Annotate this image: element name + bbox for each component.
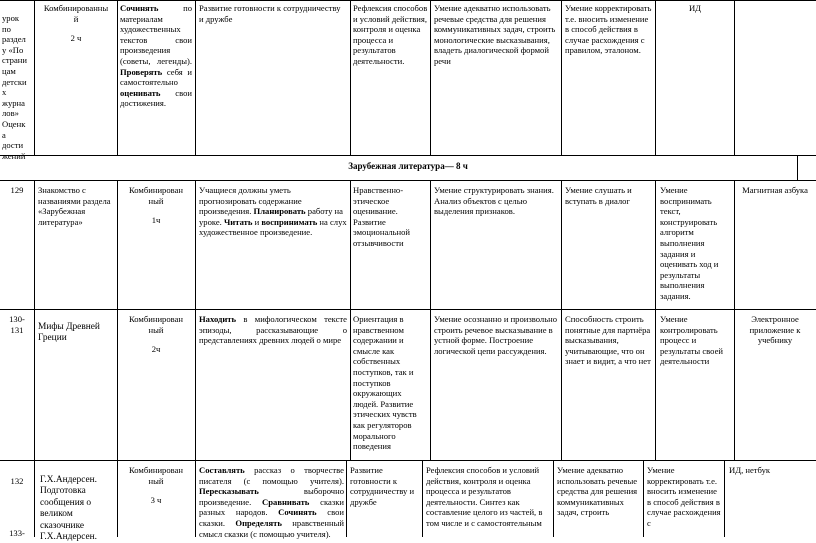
lesson-content-cell xyxy=(199,465,344,537)
skill-text: в мифологическом тексте эпизоды, рассказывающие о представлениях древних людей о мире xyxy=(199,314,347,346)
col-divider xyxy=(430,180,431,460)
col-divider xyxy=(34,0,35,155)
lesson-number: 129 xyxy=(10,185,24,195)
lesson-topic-cell: Г.Х.Андерсен. Подготовка сообщения о великом сказочнике Г.Х.Андерсен. xyxy=(40,475,98,543)
skill-verb: Сравнивать xyxy=(262,496,310,507)
cognitive-results-cell: Умение корректировать т.е. вносить изменение в способ действия в случае расхождения с правилом, эталоном. xyxy=(565,3,652,56)
lesson-type-line: ный xyxy=(148,475,164,486)
control-form-cell: ИД xyxy=(688,3,702,13)
communicative-results-cell: Умение адекватно использовать речевые средства для решения коммуникативных задач, строить монологические высказывания, владеть диалогической формой речи xyxy=(434,3,556,66)
lesson-content-cell xyxy=(120,3,192,109)
regulative-results-cell: Рефлексия способов и условий действия, контроля и оценка процесса и результатов деятельности. Синтез как составление целого из частей, в том числе и с самостоятельным xyxy=(426,465,543,528)
skill-text: выборочно произведение. xyxy=(199,486,344,507)
lesson-number: 133- xyxy=(9,528,25,538)
lesson-line: х xyxy=(2,87,7,98)
lesson-line: урок xyxy=(2,13,20,23)
lesson-topic-cell: Знакомство с названиями раздела «Зарубежная литература» xyxy=(38,185,111,227)
lesson-line: раздел xyxy=(2,34,26,45)
lesson-topic-cell: Мифы Древней Греции xyxy=(38,322,100,344)
skill-text: и xyxy=(254,216,260,227)
col-divider xyxy=(195,0,196,155)
skill-verb: Пересказывать xyxy=(199,486,259,497)
col-divider xyxy=(346,460,347,537)
skill-text: свои достижения. xyxy=(120,87,192,109)
personal-results-cell: Нравственно-этическое оценивание. Развитие эмоциональной отзывчивости xyxy=(353,185,411,248)
col-divider xyxy=(643,460,644,537)
lesson-line: цам xyxy=(2,65,16,76)
skill-verb: Планировать xyxy=(253,206,306,217)
communicative-results-cell: Умение адекватно использовать речевые средства для решения коммуникативных задач, строить xyxy=(557,465,638,518)
lesson-line: детски xyxy=(2,76,27,87)
lesson-content-cell xyxy=(199,314,347,346)
communicative-results-cell: Умение слушать и вступать в диалог xyxy=(565,185,632,206)
lesson-content-cell xyxy=(199,185,347,238)
skill-verb: Сочинять xyxy=(278,507,317,518)
lesson-type-line: й xyxy=(73,13,79,24)
resources-cell: Магнитная азбука xyxy=(742,185,808,195)
row-divider xyxy=(0,0,816,1)
regulative-results-cell: Умение осознанно и произвольно строить речевое высказывание в устной форме. Построение логической цепи рассуждения. xyxy=(434,314,558,356)
row-divider xyxy=(0,155,816,156)
skill-verb: Читать xyxy=(223,216,253,227)
lesson-hours: 1ч xyxy=(151,215,161,226)
col-divider xyxy=(561,0,562,155)
skill-verb: Сочинять xyxy=(120,3,159,13)
col-divider xyxy=(117,0,118,155)
lesson-hours: 2 ч xyxy=(70,33,82,44)
lesson-line: по xyxy=(2,23,11,34)
skill-verb: оценивать xyxy=(120,87,161,98)
lesson-line: лов» xyxy=(2,108,19,119)
lesson-line: страни xyxy=(2,55,27,66)
personal-results-cell: Развитие готовности к сотрудничеству и дружбе xyxy=(199,3,341,24)
col-divider xyxy=(734,0,735,155)
personal-results-cell: Развитие готовности к сотрудничеству и дружбе xyxy=(350,465,415,507)
col-divider xyxy=(734,180,735,460)
row-divider xyxy=(0,460,816,461)
lesson-type-line: ный xyxy=(148,195,164,206)
lesson-line: дости xyxy=(2,140,24,151)
col-divider xyxy=(430,0,431,155)
skill-text: по материалам художественных текстов свои произведения (советы, легенды). xyxy=(120,3,192,66)
lesson-type-cell xyxy=(118,314,194,355)
lesson-line: жений xyxy=(2,150,26,161)
skill-text: нравственный смысл сказки (с помощью учителя). xyxy=(199,517,344,539)
skill-text: Учащиеся должны уметь прогнозировать содержание произведения. xyxy=(199,185,302,217)
lesson-type-line: Комбинирован xyxy=(129,465,183,475)
lesson-line: у «По xyxy=(2,44,24,55)
personal-results-cell: Ориентация в нравственном содержании и смысле как собственных поступков, так и поступков окружающих людей. Развитие этических чувств как регуляторов морального поведения xyxy=(353,314,417,452)
col-divider xyxy=(655,180,656,460)
col-divider xyxy=(350,0,351,155)
control-form-cell: ИД, нетбук xyxy=(729,465,771,475)
col-divider xyxy=(422,460,423,537)
skill-text: сказки разных народов. xyxy=(199,496,344,518)
skill-text: на слух художественное произведение. xyxy=(199,216,347,238)
lesson-line: Оценк xyxy=(2,118,26,129)
lesson-line: журна xyxy=(2,97,25,108)
lesson-topic-cell xyxy=(2,13,33,161)
lesson-type-line: Комбинирован xyxy=(129,314,183,324)
skill-verb: Определять xyxy=(235,517,282,528)
cognitive-results-cell: Умение корректировать т.е. вносить изменение в способ действия в случае расхождения с xyxy=(647,465,721,528)
col-divider xyxy=(724,460,725,537)
lesson-line: а xyxy=(2,129,6,140)
lesson-hours: 3 ч xyxy=(150,495,162,506)
row-divider xyxy=(0,309,816,310)
col-divider xyxy=(195,460,196,537)
col-divider xyxy=(655,0,656,155)
skill-text: себя и самостоятельно xyxy=(120,66,192,88)
lesson-number: 130- 131 xyxy=(9,314,25,335)
col-divider xyxy=(195,180,196,460)
lesson-type-line: Комбинированны xyxy=(43,3,109,13)
cognitive-results-cell: Умение контролировать процесс и результаты своей деятельности xyxy=(660,314,723,367)
lesson-type-cell xyxy=(118,185,194,226)
skill-verb: воспринимать xyxy=(261,216,318,227)
lesson-hours: 2ч xyxy=(151,344,161,355)
skill-verb: Находить xyxy=(199,314,237,324)
skill-text: рассказ о творчестве писателя (с помощью учителя). xyxy=(199,465,344,486)
section-header: Зарубежная литература— 8 ч xyxy=(348,161,468,171)
row-divider xyxy=(0,180,816,181)
regulative-results-cell: Рефлексия способов и условий действия, контроля и оценка процесса и результатов деятельности. xyxy=(353,3,428,66)
lesson-type-line: Комбинирован xyxy=(129,185,183,195)
col-divider xyxy=(34,460,35,537)
col-divider xyxy=(553,460,554,537)
lesson-type-line: ный xyxy=(148,324,164,335)
skill-verb: Составлять xyxy=(199,465,245,475)
skill-text: свои сказки. xyxy=(199,507,344,528)
lesson-number: 132 xyxy=(10,476,24,486)
skill-verb: Проверять xyxy=(120,66,163,77)
cognitive-results-cell: Умение воспринимать текст, конструировать алгоритм выполнения задания и оценивать ход и результаты выполнения задания. xyxy=(660,185,719,301)
col-divider xyxy=(34,180,35,460)
lesson-type-cell xyxy=(36,3,116,44)
regulative-results-cell: Умение структурировать знания. Анализ объектов с целью выделения признаков. xyxy=(434,185,554,217)
lesson-type-cell xyxy=(118,465,194,506)
communicative-results-cell: Способность строить понятные для партнёра высказывания, учитывающие, что он знает и видит, а что нет xyxy=(565,314,651,367)
skill-text: работу на уроке. xyxy=(199,206,343,227)
resources-cell: Электронное приложение к учебнику xyxy=(749,314,801,346)
col-divider xyxy=(350,180,351,460)
col-divider xyxy=(561,180,562,460)
